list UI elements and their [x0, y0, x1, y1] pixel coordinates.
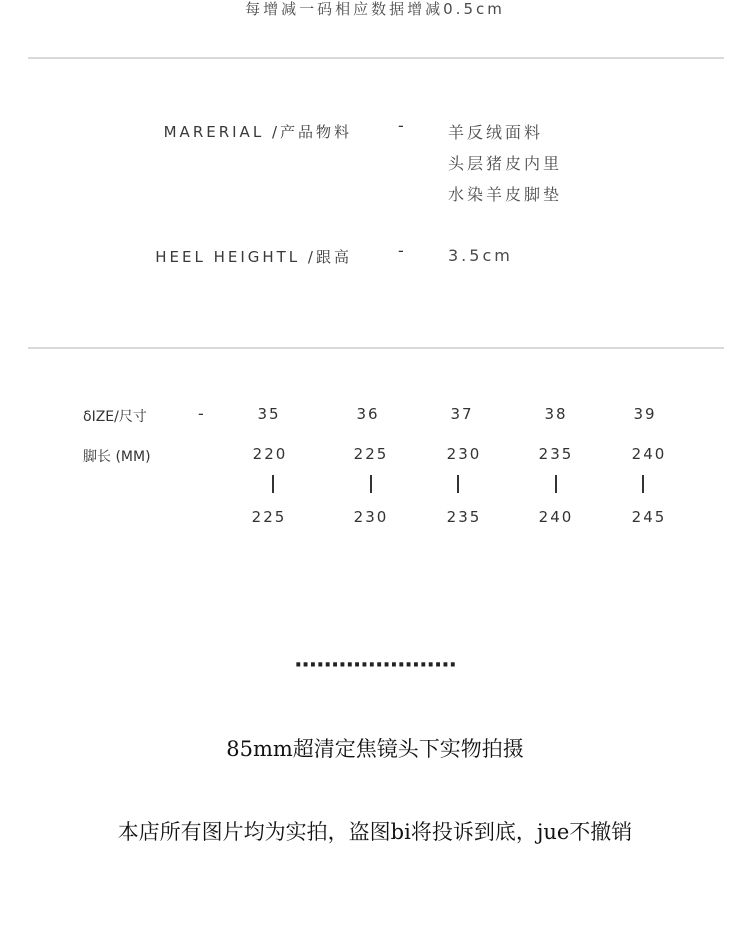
size-39: 39: [633, 405, 657, 423]
range-tick: [457, 475, 459, 493]
range-tick: [555, 475, 557, 493]
range-tick: [370, 475, 372, 493]
min-mm-36: 225: [353, 445, 389, 463]
max-mm-35: 225: [251, 508, 287, 526]
min-mm-35: 220: [252, 445, 288, 463]
size-37: 37: [450, 405, 474, 423]
material-value-2: 头层猪皮内里: [448, 154, 563, 173]
heel-label: HEEL HEIGHTL /跟高: [155, 248, 352, 266]
size-dash: -: [198, 404, 204, 423]
min-mm-37: 230: [446, 445, 482, 463]
range-tick: [272, 475, 274, 493]
max-mm-37: 235: [446, 508, 482, 526]
max-mm-38: 240: [538, 508, 574, 526]
material-value-1: 羊反绒面料: [448, 123, 544, 142]
heel-dash: -: [398, 241, 404, 260]
size-36: 36: [356, 405, 380, 423]
max-mm-39: 245: [631, 508, 667, 526]
size-label: δIZE/尺寸: [83, 409, 147, 425]
divider-top: [28, 57, 724, 59]
foot-length-label: 脚长 (MM): [83, 449, 151, 465]
material-value-3: 水染羊皮脚垫: [448, 185, 563, 204]
max-mm-36: 230: [353, 508, 389, 526]
copyright-notice: 本店所有图片均为实拍，盗图bi将投诉到底，jue不撤销: [117, 820, 633, 844]
size-35: 35: [257, 405, 281, 423]
min-mm-39: 240: [631, 445, 667, 463]
range-tick: [642, 475, 644, 493]
heel-value: 3.5cm: [448, 246, 513, 265]
size-38: 38: [544, 405, 568, 423]
dots-separator: ······················: [294, 653, 456, 678]
material-dash: -: [398, 116, 404, 135]
lens-caption: 85mm超清定焦镜头下实物拍摄: [226, 737, 524, 761]
material-label: MARERIAL /产品物料: [163, 123, 352, 141]
divider-middle: [28, 347, 724, 349]
size-note: 每增减一码相应数据增减0.5cm: [245, 0, 505, 18]
min-mm-38: 235: [538, 445, 574, 463]
